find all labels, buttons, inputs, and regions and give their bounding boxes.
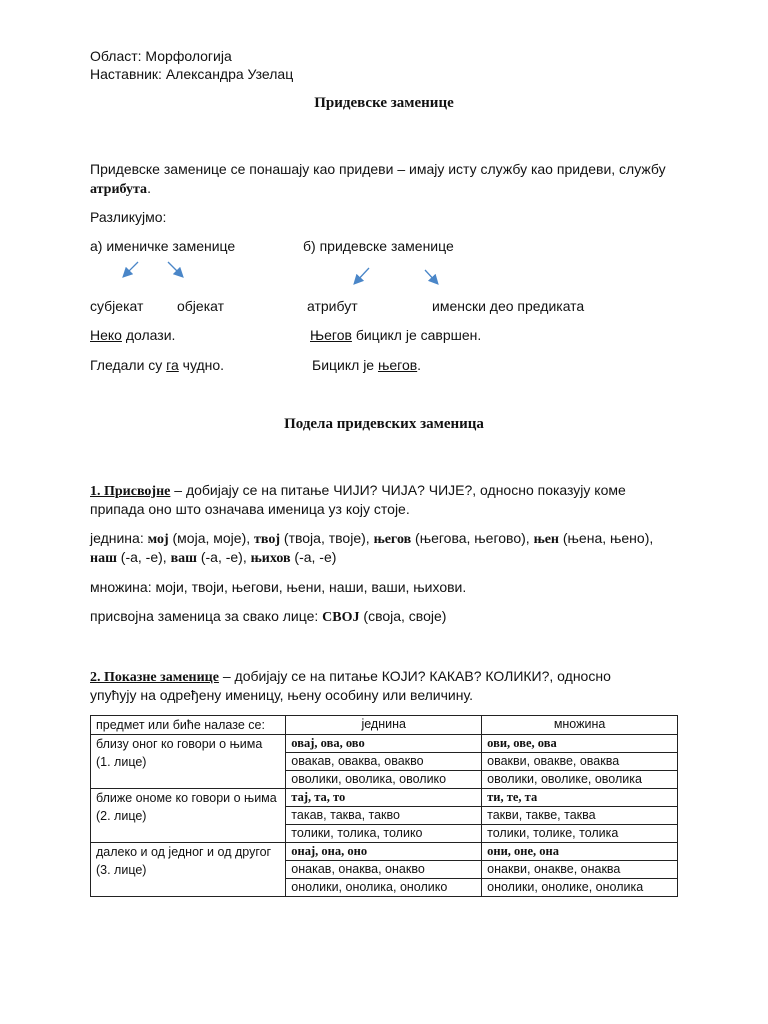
pronoun-nash-forms: (-а, -е), [116, 549, 171, 565]
table-cell: такви, такве, таква [482, 807, 678, 825]
example-3-end: чудно. [178, 357, 225, 373]
arrow-down-right-icon [168, 262, 182, 276]
demonstrative-line-2: упућују на одређену именицу, њену особину или величину. [90, 687, 473, 703]
example-4-end: . [417, 357, 422, 373]
example-1-underlined: Неко [90, 327, 122, 343]
intro-end: . [147, 180, 151, 196]
demonstrative-table [90, 715, 678, 897]
singular-label: једнина: [90, 530, 148, 546]
section-title: Подела придевских заменица [284, 416, 484, 432]
possessive-heading: 1. Присвојне [90, 484, 171, 499]
table-row [91, 843, 678, 861]
pronoun-svoj: СВОЈ [322, 610, 360, 625]
pronoun-moj-forms: (моја, моје), [168, 530, 255, 546]
type-nominal: а) именичке заменице [90, 238, 236, 254]
pronoun-vash-forms: (-а, -е), [196, 549, 251, 565]
role-object: објекат [177, 298, 225, 314]
pronoun-njegov-forms: (његова, његово), [411, 530, 534, 546]
reflexive-label: присвојна заменица за свако лице: [90, 608, 323, 624]
possessive-line-2: припада оно што означава именица уз коју стоје. [90, 501, 410, 517]
pronoun-njegov: његов [373, 532, 412, 547]
possessive-desc: – добијају се на питање ЧИЈИ? ЧИЈА? ЧИЈЕ?, односно показују коме [170, 482, 626, 498]
example-3-start: Гледали су [90, 357, 167, 373]
example-4-start: Бицикл је [312, 357, 378, 373]
example-2-rest: бицикл је савршен. [351, 327, 482, 343]
table-row [91, 789, 678, 807]
possessive-singular-2 [90, 548, 336, 568]
table-row [91, 735, 678, 753]
table-header-cell: предмет или биће налазе се: [91, 716, 286, 735]
arrow-down-left-icon [355, 268, 369, 283]
table-cell: оволики, оволика, оволико [286, 771, 482, 789]
pronoun-tvoj: твој [254, 532, 281, 547]
table-cell: овакав, оваква, овакво [286, 753, 482, 771]
example-2-underlined: Његов [310, 327, 352, 343]
role-subject: субјекат [90, 298, 144, 314]
possessive-line-1 [90, 481, 626, 501]
table-cell: овакви, овакве, оваква [482, 753, 678, 771]
pronoun-nash: наш [90, 551, 117, 566]
arrow-down-left-icon [124, 262, 138, 276]
table-cell: толики, толике, толика [482, 825, 678, 843]
table-cell: онај, она, оно [286, 843, 482, 861]
example-1 [90, 326, 175, 345]
table-header-row [91, 716, 678, 735]
table-cell: оволики, оволике, оволика [482, 771, 678, 789]
table-cell: ти, те, та [482, 789, 678, 807]
distinguish-label: Разликујмо: [90, 209, 167, 225]
table-group-label: близу оног ко говори о њима (1. лице) [91, 735, 286, 789]
demonstrative-desc: – добијају се на питање КОЈИ? КАКАВ? КОЛИКИ?, односно [218, 668, 611, 684]
arrow-down-right-icon [425, 270, 437, 283]
table-cell: онакав, онаква, онакво [286, 861, 482, 879]
table-cell: толики, толика, толико [286, 825, 482, 843]
possessive-singular-1 [90, 529, 653, 549]
intro-text: Придевске заменице се понашају као придеви – имају исту службу као придеви, службу [90, 161, 666, 177]
role-predicate: именски део предиката [432, 298, 585, 314]
possessive-reflexive [90, 607, 446, 627]
table-cell: онолики, онолика, онолико [286, 879, 482, 897]
teacher-line: Наставник: Александра Узелац [90, 66, 294, 82]
pronoun-njihov: њихов [250, 551, 291, 566]
example-1-rest: долази. [121, 327, 176, 343]
pronoun-njen-forms: (њена, њено), [559, 530, 654, 546]
type-adjectival: б) придевске заменице [303, 238, 454, 254]
table-group-label: далеко и од једног и од другог (3. лице) [91, 843, 286, 897]
example-3 [90, 356, 224, 375]
possessive-plural: множина: моји, твоји, његови, њени, наши, ваши, њихови. [90, 579, 467, 595]
pronoun-vash: ваш [170, 551, 197, 566]
table-cell: тај, та, то [286, 789, 482, 807]
page-title: Придевске заменице [314, 95, 454, 111]
pronoun-njihov-forms: (-а, -е) [290, 549, 337, 565]
example-4 [312, 356, 421, 375]
example-4-underlined: његов [377, 357, 418, 373]
example-2 [310, 326, 481, 345]
table-cell: онолики, онолике, онолика [482, 879, 678, 897]
role-attribute: атрибут [307, 298, 358, 314]
demonstrative-line-1 [90, 667, 611, 687]
table-group-label: ближе ономе ко говори о њима (2. лице) [91, 789, 286, 843]
example-3-underlined: га [166, 357, 179, 373]
table-cell: такав, таква, такво [286, 807, 482, 825]
intro-bold-word: атрибута [90, 182, 148, 197]
table-header-cell: једнина [286, 716, 482, 735]
pronoun-njen: њен [533, 532, 559, 547]
pronoun-svoj-forms: (своја, своје) [359, 608, 447, 624]
pronoun-tvoj-forms: (твоја, твоје), [280, 530, 374, 546]
table-cell: овај, ова, ово [286, 735, 482, 753]
demonstrative-heading: 2. Показне заменице [90, 670, 219, 685]
table-cell: онакви, онакве, онаква [482, 861, 678, 879]
table-cell: они, оне, она [482, 843, 678, 861]
table-header-cell: множина [482, 716, 678, 735]
table-cell: ови, ове, ова [482, 735, 678, 753]
area-line: Област: Морфологија [90, 48, 232, 64]
pronoun-moj: мој [147, 532, 169, 547]
